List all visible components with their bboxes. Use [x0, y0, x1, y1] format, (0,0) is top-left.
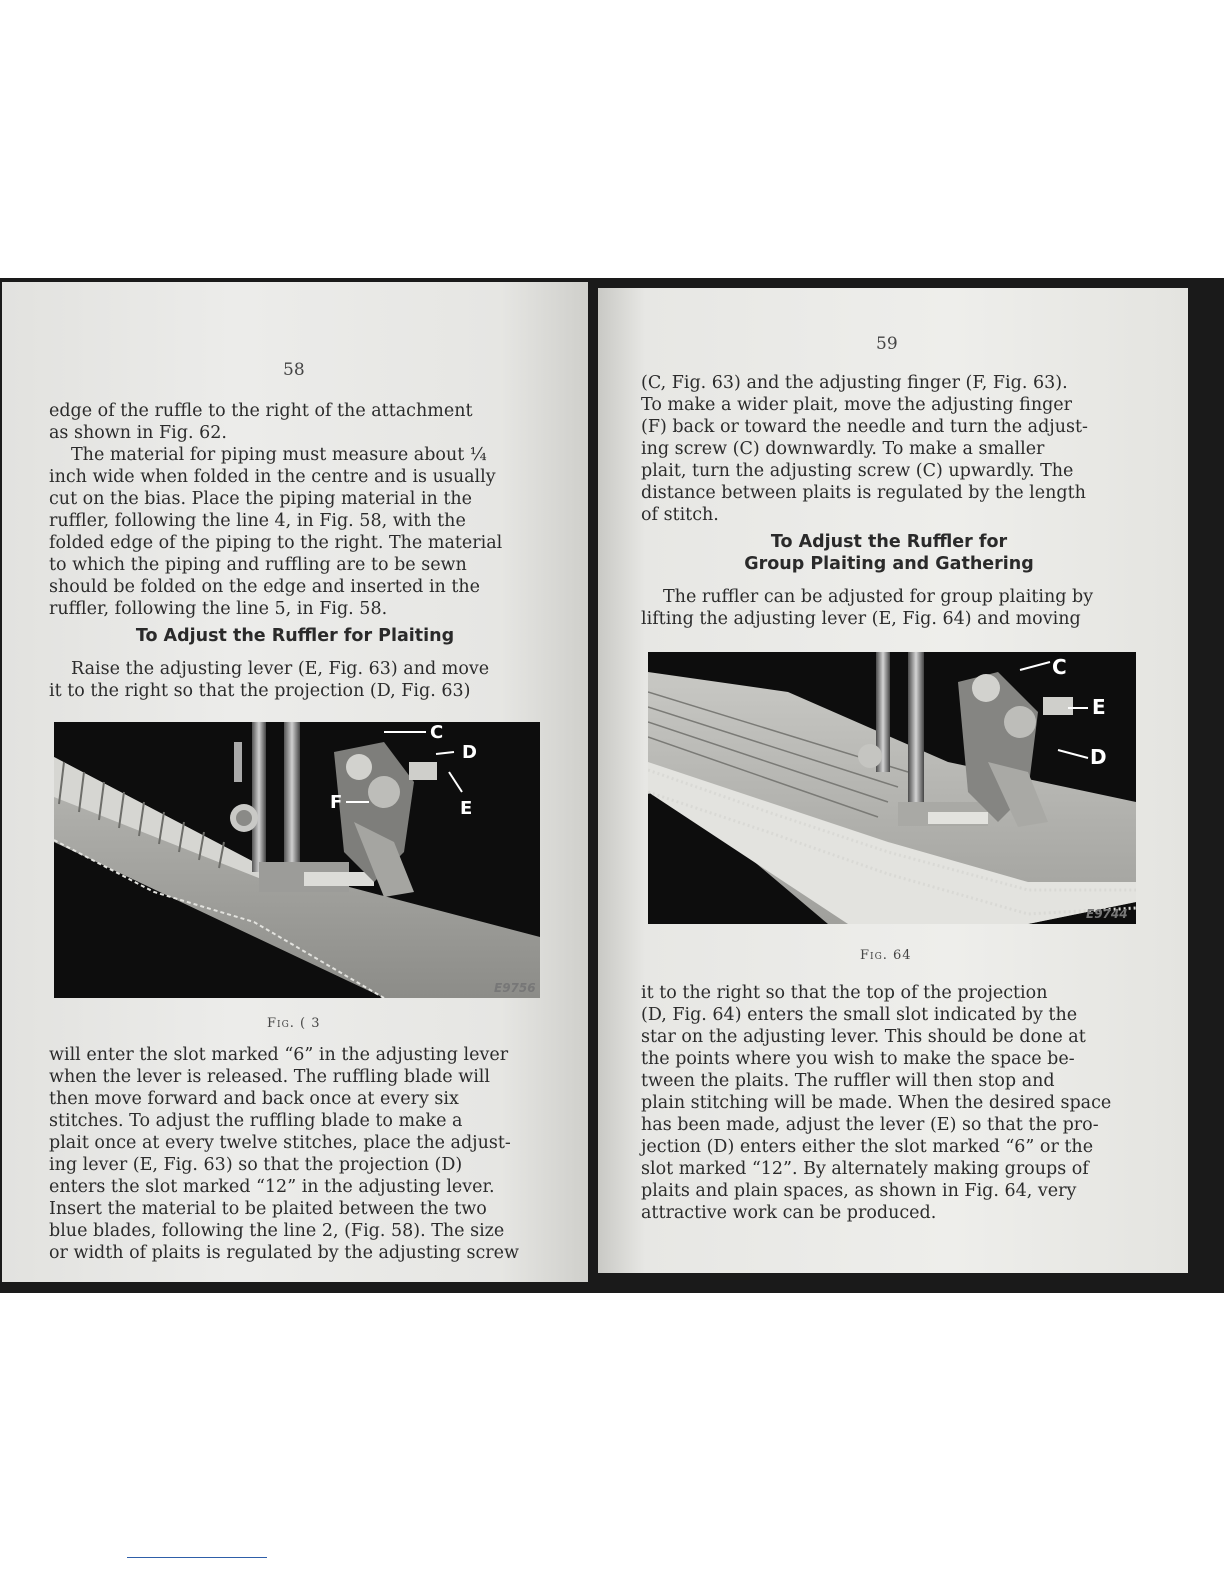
text-line: attractive work can be produced.	[641, 1203, 937, 1223]
text-line: edge of the ruffle to the right of the attachment	[49, 401, 473, 421]
right-paragraph-1	[641, 372, 1137, 526]
text-line: plain stitching will be made. When the desired space	[641, 1093, 1112, 1113]
figure-64-photo	[648, 652, 1136, 924]
text-line: ruffler, following the line 5, in Fig. 58.	[49, 599, 388, 619]
text-line: inch wide when folded in the centre and is usually	[49, 467, 496, 487]
figure-label-d: D	[1090, 745, 1107, 769]
left-paragraph-1	[49, 400, 541, 620]
left-page	[2, 282, 588, 1282]
text-line: when the lever is released. The ruffling blade will	[49, 1067, 490, 1087]
figure-label-e: E	[460, 798, 473, 819]
text-line: it to the right so that the top of the projection	[641, 983, 1048, 1003]
text-line: ing lever (E, Fig. 63) so that the projection (D)	[49, 1155, 463, 1175]
text-line: (D, Fig. 64) enters the small slot indicated by the	[641, 1005, 1078, 1025]
section-heading-group-line1: To Adjust the Ruffler for	[770, 532, 1008, 552]
text-line: The material for piping must measure about ¼	[71, 445, 487, 465]
text-line: of stitch.	[641, 505, 719, 525]
text-line: the points where you wish to make the space be-	[641, 1049, 1075, 1069]
page-number-59: 59	[876, 334, 898, 354]
text-line: cut on the bias. Place the piping material in the	[49, 489, 473, 509]
text-line: or width of plaits is regulated by the adjusting screw	[49, 1243, 519, 1263]
text-line: tween the plaits. The ruffler will then stop and	[641, 1071, 1055, 1091]
figure-63-photo	[54, 722, 540, 998]
text-line: star on the adjusting lever. This should be done at	[641, 1027, 1086, 1047]
figure-label-c: C	[430, 722, 444, 743]
text-line: ing screw (C) downwardly. To make a smaller	[641, 439, 1045, 459]
right-paragraph-2	[641, 586, 1137, 630]
text-line: then move forward and back once at every six	[49, 1089, 459, 1109]
text-line: enters the slot marked “12” in the adjusting lever.	[49, 1177, 495, 1197]
text-line: folded edge of the piping to the right. The material	[49, 533, 503, 553]
footer-rule	[127, 1557, 267, 1558]
text-line: has been made, adjust the lever (E) so that the pro-	[641, 1115, 1099, 1135]
text-line: slot marked “12”. By alternately making groups of	[641, 1159, 1089, 1179]
book-spread	[0, 278, 1224, 1293]
text-line: The ruffler can be adjusted for group plaiting by	[663, 587, 1094, 607]
text-line: (C, Fig. 63) and the adjusting finger (F, Fig. 63).	[641, 373, 1068, 393]
text-line: distance between plaits is regulated by the length	[641, 483, 1086, 503]
figure-label-f: F	[330, 792, 343, 813]
section-heading-plaiting: To Adjust the Ruffler for Plaiting	[135, 626, 455, 646]
text-line: To make a wider plait, move the adjusting finger	[641, 395, 1073, 415]
text-line: plait, turn the adjusting screw (C) upwardly. The	[641, 461, 1074, 481]
figure-63-caption: Fig. ( 3	[267, 1016, 321, 1031]
text-line: blue blades, following the line 2, (Fig. 58). The size	[49, 1221, 505, 1241]
text-line: to which the piping and ruffling are to be sewn	[49, 555, 467, 575]
figure-label-c: C	[1052, 655, 1067, 679]
text-line: it to the right so that the projection (D, Fig. 63)	[49, 681, 471, 701]
group-plaiting-illustration	[648, 652, 1136, 924]
plate-number: E9756	[494, 981, 536, 995]
left-paragraph-3	[49, 658, 541, 702]
figure-label-d: D	[462, 742, 477, 763]
text-line: ruffler, following the line 4, in Fig. 58, with the	[49, 511, 466, 531]
text-line: will enter the slot marked “6” in the adjusting lever	[49, 1045, 509, 1065]
text-line: Insert the material to be plaited between the two	[49, 1199, 487, 1219]
text-line: jection (D) enters either the slot marked “6” or the	[641, 1137, 1094, 1157]
section-heading-group-line2: Group Plaiting and Gathering	[744, 554, 1034, 574]
figure-64-caption: Fig. 64	[860, 948, 912, 963]
plate-number: E9744	[1086, 907, 1128, 921]
right-paragraph-3	[641, 982, 1137, 1224]
right-page	[598, 288, 1188, 1273]
text-line: should be folded on the edge and inserted in the	[49, 577, 481, 597]
text-line: stitches. To adjust the ruffling blade to make a	[49, 1111, 463, 1131]
text-line: lifting the adjusting lever (E, Fig. 64) and moving	[641, 609, 1081, 629]
figure-label-e: E	[1092, 695, 1106, 719]
text-line: plait once at every twelve stitches, place the adjust-	[49, 1133, 511, 1153]
text-line: Raise the adjusting lever (E, Fig. 63) and move	[71, 659, 490, 679]
text-line: plaits and plain spaces, as shown in Fig. 64, very	[641, 1181, 1077, 1201]
text-line: as shown in Fig. 62.	[49, 423, 227, 443]
page-number-58: 58	[283, 360, 305, 380]
text-line: (F) back or toward the needle and turn the adjust-	[641, 417, 1088, 437]
ruffler-illustration	[54, 722, 540, 998]
left-paragraph-4	[49, 1044, 541, 1264]
